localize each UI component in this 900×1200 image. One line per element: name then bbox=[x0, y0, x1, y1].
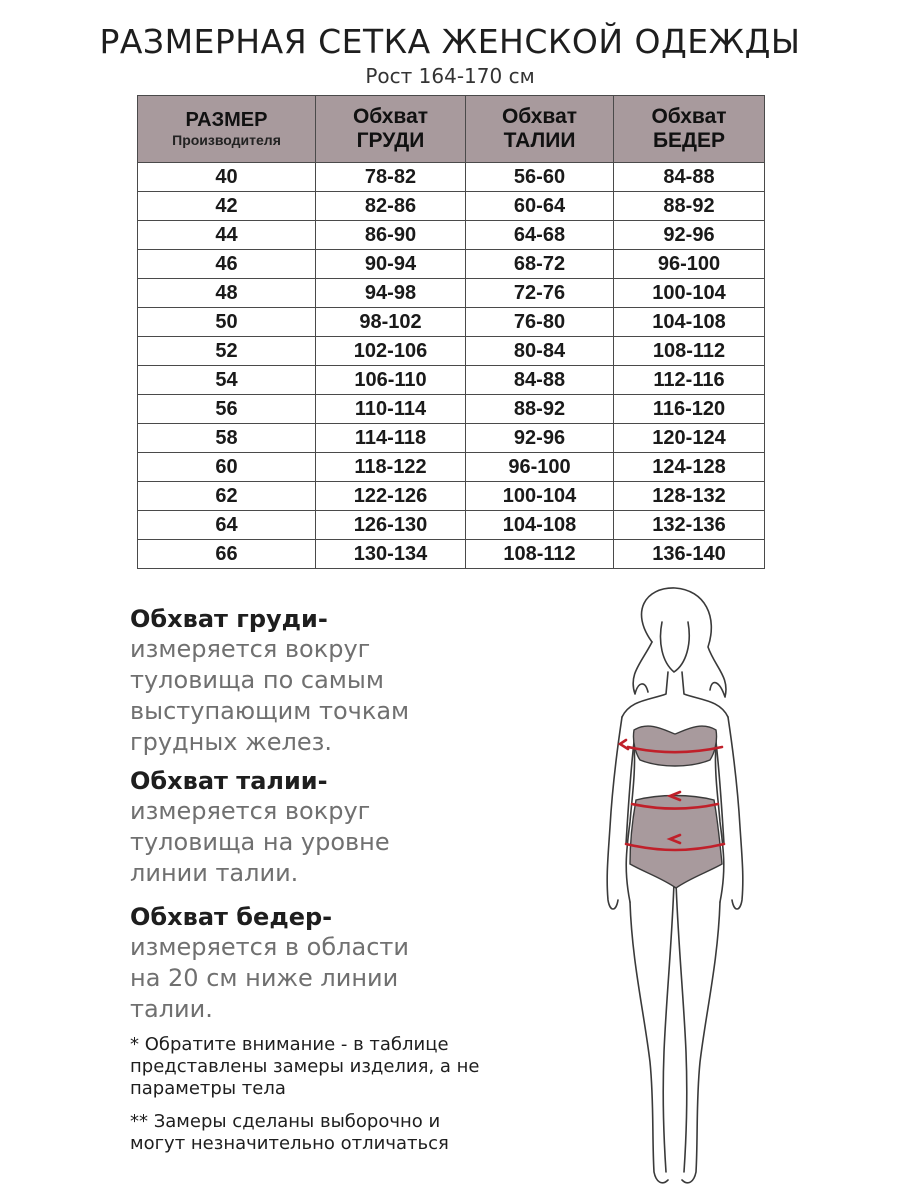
table-row bbox=[138, 163, 765, 192]
header-chest-line2: ГРУДИ bbox=[356, 129, 425, 152]
cell-hips: 92-96 bbox=[614, 221, 765, 250]
hips-text: измеряется в области на 20 см ниже линии талии. bbox=[130, 933, 409, 1023]
cell-waist: 88-92 bbox=[466, 395, 614, 424]
waist-text: измеряется вокруг туловища на уровне линии талии. bbox=[130, 797, 390, 887]
page-title: РАЗМЕРНАЯ СЕТКА ЖЕНСКОЙ ОДЕЖДЫ bbox=[99, 22, 801, 61]
cell-waist: 76-80 bbox=[466, 308, 614, 337]
table-row bbox=[138, 511, 765, 540]
chest-text: измеряется вокруг туловища по самым выступающим точкам грудных желез. bbox=[130, 635, 410, 756]
table-row bbox=[138, 366, 765, 395]
cell-waist: 96-100 bbox=[466, 453, 614, 482]
cell-size: 46 bbox=[138, 250, 316, 279]
chest-arrow-head bbox=[620, 740, 628, 749]
header-size-line2: Производителя bbox=[172, 132, 281, 149]
bra-shape bbox=[633, 726, 716, 766]
cell-waist: 104-108 bbox=[466, 511, 614, 540]
cell-chest: 90-94 bbox=[316, 250, 466, 279]
table-row bbox=[138, 395, 765, 424]
cell-hips: 128-132 bbox=[614, 482, 765, 511]
left-leg-inner bbox=[663, 882, 674, 1172]
cell-waist: 64-68 bbox=[466, 221, 614, 250]
table-row bbox=[138, 221, 765, 250]
cell-size: 60 bbox=[138, 453, 316, 482]
table-body bbox=[138, 163, 765, 569]
header-size bbox=[138, 96, 316, 163]
cell-waist: 84-88 bbox=[466, 366, 614, 395]
hair-outline bbox=[642, 588, 726, 697]
cell-hips: 100-104 bbox=[614, 279, 765, 308]
cell-waist: 80-84 bbox=[466, 337, 614, 366]
cell-waist: 56-60 bbox=[466, 163, 614, 192]
header-chest-line1: Обхват bbox=[352, 104, 429, 128]
header-hips bbox=[614, 96, 765, 163]
cell-size: 44 bbox=[138, 221, 316, 250]
cell-waist: 108-112 bbox=[466, 540, 614, 569]
cell-hips: 104-108 bbox=[614, 308, 765, 337]
cell-chest: 118-122 bbox=[316, 453, 466, 482]
cell-size: 52 bbox=[138, 337, 316, 366]
header-hips-line1: Обхват bbox=[651, 104, 727, 128]
cell-hips: 96-100 bbox=[614, 250, 765, 279]
cell-chest: 86-90 bbox=[316, 221, 466, 250]
left-shoulder bbox=[622, 672, 668, 717]
note-selective: ** Замеры сделаны выборочно и могут незначительно отличаться bbox=[130, 1111, 449, 1154]
note-measurements: * Обратите внимание - в таблице представлены замеры изделия, а не параметры тела bbox=[130, 1034, 480, 1099]
cell-chest: 122-126 bbox=[316, 482, 466, 511]
right-leg-inner bbox=[676, 882, 687, 1172]
waist-description bbox=[130, 766, 560, 889]
table-row bbox=[138, 424, 765, 453]
height-subtitle: Рост 164-170 см bbox=[365, 64, 535, 88]
cell-hips: 84-88 bbox=[614, 163, 765, 192]
cell-chest: 106-110 bbox=[316, 366, 466, 395]
cell-chest: 110-114 bbox=[316, 395, 466, 424]
cell-size: 48 bbox=[138, 279, 316, 308]
cell-hips: 108-112 bbox=[614, 337, 765, 366]
waist-title: Обхват талии- bbox=[130, 767, 328, 795]
header-hips-line2: БЕДЕР bbox=[652, 129, 726, 152]
header-waist-line2: ТАЛИИ bbox=[503, 129, 576, 152]
table-row bbox=[138, 540, 765, 569]
header-size-line1: РАЗМЕР bbox=[185, 109, 268, 132]
cell-size: 40 bbox=[138, 163, 316, 192]
chest-description bbox=[130, 604, 560, 758]
cell-size: 50 bbox=[138, 308, 316, 337]
cell-waist: 68-72 bbox=[466, 250, 614, 279]
cell-chest: 94-98 bbox=[316, 279, 466, 308]
cell-size: 64 bbox=[138, 511, 316, 540]
table-row bbox=[138, 279, 765, 308]
cell-waist: 100-104 bbox=[466, 482, 614, 511]
cell-waist: 72-76 bbox=[466, 279, 614, 308]
table-row bbox=[138, 337, 765, 366]
hips-description bbox=[130, 902, 560, 1025]
hair-outline-left bbox=[633, 642, 652, 694]
cell-size: 66 bbox=[138, 540, 316, 569]
left-leg-outer bbox=[630, 902, 668, 1183]
cell-chest: 82-86 bbox=[316, 192, 466, 221]
cell-waist: 92-96 bbox=[466, 424, 614, 453]
left-arm bbox=[607, 717, 622, 909]
table-row bbox=[138, 482, 765, 511]
face-outline bbox=[661, 622, 690, 672]
cell-hips: 120-124 bbox=[614, 424, 765, 453]
table-row bbox=[138, 192, 765, 221]
header-waist bbox=[466, 96, 614, 163]
header-chest bbox=[316, 96, 466, 163]
cell-hips: 88-92 bbox=[614, 192, 765, 221]
cell-size: 42 bbox=[138, 192, 316, 221]
header-waist-line1: Обхват bbox=[501, 104, 578, 128]
cell-hips: 116-120 bbox=[614, 395, 765, 424]
cell-chest: 126-130 bbox=[316, 511, 466, 540]
cell-size: 62 bbox=[138, 482, 316, 511]
table-row bbox=[138, 308, 765, 337]
woman-figure-illustration bbox=[590, 582, 760, 1192]
cell-hips: 136-140 bbox=[614, 540, 765, 569]
cell-size: 56 bbox=[138, 395, 316, 424]
table-row bbox=[138, 453, 765, 482]
cell-chest: 102-106 bbox=[316, 337, 466, 366]
cell-hips: 112-116 bbox=[614, 366, 765, 395]
cell-hips: 124-128 bbox=[614, 453, 765, 482]
cell-hips: 132-136 bbox=[614, 511, 765, 540]
table-header-row bbox=[138, 96, 765, 163]
cell-waist: 60-64 bbox=[466, 192, 614, 221]
cell-chest: 78-82 bbox=[316, 163, 466, 192]
right-leg-outer bbox=[682, 902, 720, 1183]
cell-chest: 130-134 bbox=[316, 540, 466, 569]
hips-title: Обхват бедер- bbox=[130, 903, 333, 931]
cell-chest: 114-118 bbox=[316, 424, 466, 453]
cell-size: 54 bbox=[138, 366, 316, 395]
cell-chest: 98-102 bbox=[316, 308, 466, 337]
right-shoulder bbox=[682, 672, 728, 717]
right-arm bbox=[728, 717, 743, 909]
chest-title: Обхват груди- bbox=[130, 605, 328, 633]
table-row bbox=[138, 250, 765, 279]
size-table bbox=[137, 95, 765, 569]
cell-size: 58 bbox=[138, 424, 316, 453]
